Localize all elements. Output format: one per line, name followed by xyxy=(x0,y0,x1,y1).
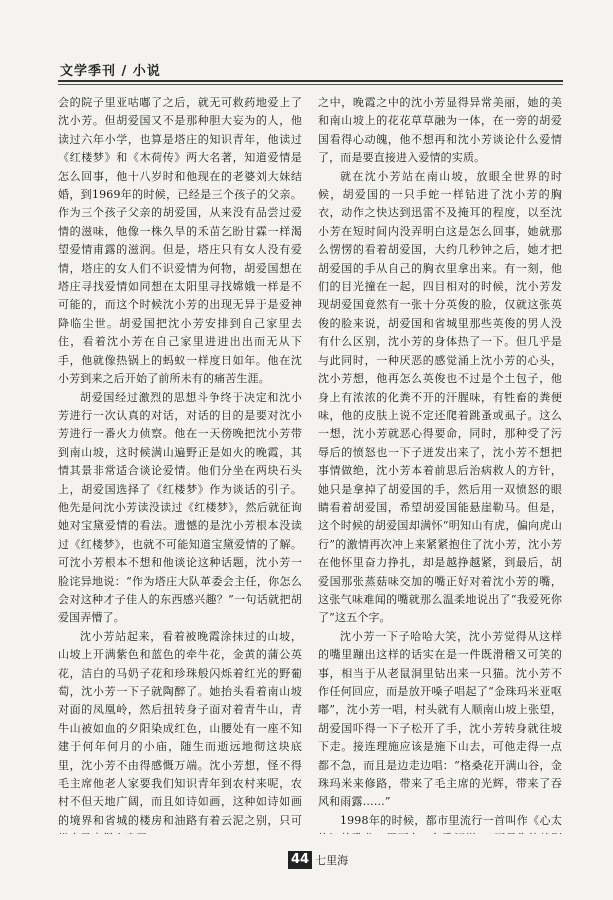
left-column xyxy=(58,94,302,834)
running-header xyxy=(58,58,563,80)
magazine-name: 七里海 xyxy=(315,854,349,867)
page-number: 44 xyxy=(288,851,312,869)
paragraph: 之中，晚霞之中的沈小芳显得异常美丽，她的美和南山坡上的花花草草融为一体，在一旁的胡爱国看得心动魄，他不想再和沈小芳谈论什么爱情了，而是要直接进入爱情的实质。 xyxy=(318,96,562,165)
header-rule xyxy=(58,80,563,82)
paragraph: 胡爱国经过激烈的思想斗争终于决定和沈小芳进行一次认真的对话，对话的目的是要对沈小芳进行一番火力侦察。他在一天傍晚把沈小芳带到南山坡，这时候满山遍野正是如火的晚霞，其情其景非常适合谈论爱情。他们分坐在两块石头上，胡爱国选择了《红楼梦》作为谈话的引子。他先是问沈小芳读没读过《红楼梦》，然后就征询她对宝黛爱情的看法。遗憾的是沈小芳根本没读过《红楼梦》，也就不可能知道宝黛爱情的了解。可沈小芳根本不想和他谈论这种话题，沈小芳一脸诧异地说：“作为塔庄大队革委会主任，你怎么会对这种才子佳人的东西感兴趣？”一句话就把胡爱国弄懵了。 xyxy=(58,390,302,625)
paragraph: 就在沈小芳站在南山坡，放眼全世界的时候，胡爱国的一只手蛇一样钻进了沈小芳的胸衣，动作之快达到迅雷不及掩耳的程度，以至沈小芳在短时间内没弄明白这是怎么回事，她就那么愣愣的看着胡爱国，大约几秒钟之后，她才把胡爱国的手从自己的胸衣里拿出来。有一刻，他们的目光撞在一起，四目相对的时候，沈小芳发现胡爱国竟然有一张十分英俊的脸，仅就这张英俊的脸来说，胡爱国和省城里那些英俊的男人没有什么区别，沈小芳的身体热了一下。但几乎是与此同时，一种厌恶的感觉涌上沈小芳的心头，沈小芳想，他再怎么英俊也不过是个土包子，他身上有浓浓的化粪不开的汗腥味，有牲畜的粪便味，他的皮肤上说不定还爬着跳蚤或虱子。这么一想，沈小芳就恶心得要命，同时，那种受了污辱后的愤怒也一下子迸发出来了，沈小芳不想把事情做绝，沈小芳本着前思后治病救人的方针，她只是拿掉了胡爱国的手，然后用一双愤怒的眼睛看着胡爱国，希望胡爱国能悬崖勒马。但是，这个时候的胡爱国却满怀“明知山有虎，偏向虎山行”的激情再次冲上来紧紧抱住了沈小芳，沈小芳在他怀里奋力挣扎，却是越挣越紧，到最后，胡爱国那张蒸菇味交加的嘴正好对着沈小芳的嘴，这张气味难闻的嘴就那么温柔地说出了“我爱死你了”这五个字。 xyxy=(318,169,562,625)
right-column xyxy=(318,94,562,834)
header-rule-thin xyxy=(58,84,563,85)
paragraph: 沈小芳一下子哈哈大笑，沈小芳觉得从这样的嘴里蹦出这样的话实在是一件既滑稽又可笑的事，相当于从老鼠洞里钻出来一只猫。沈小芳不作任何回应，而是放开嗓子唱起了“金珠玛米亚呕嘟”，沈小芳一唱，村头就有人顺南山坡上张望，胡爱国吓得一下子松开了手，沈小芳转身就往坡下走。接连理施应该是施下山去，可他走得一点都不急，而且是边走边唱：“格桑花开满山谷，金珠玛米来修路，带来了毛主席的光辉，带来了吞风和雨露……” xyxy=(318,629,562,809)
paragraph: 会的院子里亚咕嘟了之后，就无可救药地爱上了沈小芳。但胡爱国又不是那种胆大妄为的人，他读过六年小学，也算是塔庄的知识青年，他读过《红楼梦》和《木荷传》两大名著，知道爱情是怎么回事，他十八岁时和他现在的老婆刘大妹结婚，到1969年的时候，已经是三个孩子的父亲。作为三个孩子父亲的胡爱国，从来没有品尝过爱情的滋味，他像一株久旱的禾苗乞盼甘霖一样渴望爱情甫露的滋润。但是，塔庄只有女人没有爱情，塔庄的女人们不识爱情为何物，胡爱国想在塔庄寻找爱情如同想在太阳里寻找嫦娥一样是不可能的，而这个时候沈小芳的出现无异于是爱神降临尘世。胡爱国把沈小芳安排到自己家里去住，看着沈小芳在自己家里进进出出而无从下手，他就像热锅上的蚂蚁一样度日如年。他在沈小芳到来之后开始了前所未有的痛苦生涯。 xyxy=(58,96,302,386)
page-footer xyxy=(288,850,348,870)
header-title: 文学季刊 / 小说 xyxy=(60,64,161,79)
paragraph: 1998年的时候，都市里流行一首叫作《心太 xyxy=(340,813,562,827)
paragraph: 沈小芳站起来，看着被晚霞涂抹过的山坡，山坡上开满紫色和蓝色的牵牛花，金黄的蒲公英花，洁白的马奶子花和珍珠般闪烁着红光的野葡萄，沈小芳一下子就陶醉了。她抬头看着南山坡对面的凤凰岭，然后扭转身子面对着青牛山，青牛山被如血的夕阳染成红色，山腰处有一座不知建于何年何月的小庙，随生而逝远地彻这块底里，沈小芳不由得感慨万端。沈小芳想，怪不得毛主席他老人家要我们知识青年到农村来呢，农村不但天地广阔，而且如诗如画，这种如诗如画的境界和省城的楼房和油路有着云泥之别，只可 xyxy=(58,629,302,827)
